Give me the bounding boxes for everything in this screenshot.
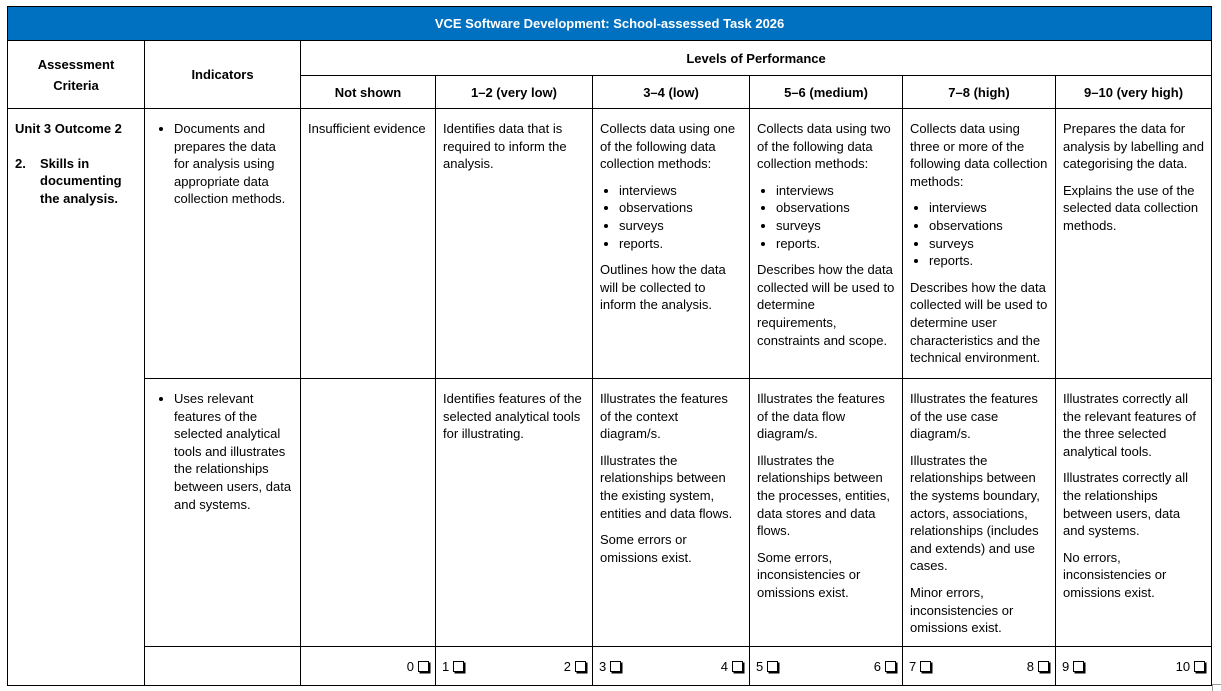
header-not-shown: Not shown	[301, 76, 436, 109]
criteria-cell	[8, 109, 145, 686]
list-item: • surveys	[776, 217, 895, 235]
rubric-table	[7, 6, 1212, 686]
row1-high-outro: Describes how the data collected will be used to determine user characteristics and the technical environment.	[910, 279, 1048, 366]
row2-high-p2: Illustrates the relationships between the systems boundary, actors, associations, relationships (includes and extends) and use cases.	[910, 452, 1040, 574]
header-medium: 5–6 (medium)	[750, 76, 903, 109]
row2-low-p2: Illustrates the relationships between the existing system, entities and data flows.	[600, 452, 733, 521]
rubric-sheet	[7, 6, 1211, 686]
header-levels-of-performance: Levels of Performance	[301, 41, 1212, 76]
row2-not-shown	[301, 379, 436, 647]
checkbox-icon[interactable]	[920, 661, 931, 672]
list-item: • observations	[929, 217, 1048, 235]
row1-low-outro: Outlines how the data will be collected to inform the analysis.	[600, 262, 726, 313]
score-cell-very-low	[436, 647, 593, 686]
header-indicators: Indicators	[145, 41, 301, 109]
row2-low-p1: Illustrates the features of the context diagram/s.	[600, 391, 728, 442]
header-low: 3–4 (low)	[593, 76, 750, 109]
score-option-5[interactable]: 5	[756, 659, 778, 674]
checkbox-icon[interactable]	[610, 661, 621, 672]
row2-very-low: Identifies features of the selected analytical tools for illustrating.	[436, 379, 593, 647]
row1-high	[903, 109, 1056, 379]
row2-very-high-p1: Illustrates correctly all the relevant features of the three selected analytical tools.	[1063, 391, 1196, 459]
checkbox-icon[interactable]	[767, 661, 778, 672]
score-option-4[interactable]: 4	[721, 659, 743, 674]
list-item: • interviews	[929, 199, 1048, 217]
indicator-2: • Uses relevant features of the selected analytical tools and illustrates the relationships between users, data and systems.	[174, 390, 293, 513]
score-cell-low	[593, 647, 750, 686]
criteria-outcome: Unit 3 Outcome 2	[15, 121, 122, 136]
table-title: VCE Software Development: School-assessed Task 2026	[8, 7, 1212, 41]
row2-high	[903, 379, 1056, 647]
score-option-0[interactable]: 0	[407, 659, 429, 674]
list-item: • observations	[619, 199, 742, 217]
row2-high-p3: Minor errors, inconsistencies or omissions exist.	[910, 584, 1014, 636]
criteria-name: Skills in documenting the analysis.	[40, 155, 122, 206]
row1-very-high	[1056, 109, 1212, 379]
score-option-8[interactable]: 8	[1027, 659, 1049, 674]
row1-very-low: Identifies data that is required to inform the analysis.	[436, 109, 593, 379]
row1-very-high-p2: Explains the use of the selected data collection methods.	[1063, 182, 1199, 233]
row1-medium-methods	[757, 182, 895, 252]
row2-medium-p3: Some errors, inconsistencies or omissions exist.	[757, 549, 861, 600]
row2-medium	[750, 379, 903, 647]
list-item: • interviews	[776, 182, 895, 200]
checkbox-icon[interactable]	[1038, 661, 1049, 672]
header-high: 7–8 (high)	[903, 76, 1056, 109]
row2-very-high-p2: Illustrates correctly all the relationships between users, data and systems.	[1063, 470, 1188, 539]
score-cell-very-high	[1056, 647, 1212, 686]
list-item: • reports.	[929, 252, 1048, 270]
row1-medium-outro: Describes how the data collected will be used to determine requirements, constraints and scope.	[757, 262, 895, 348]
checkbox-icon[interactable]	[453, 661, 464, 672]
checkbox-icon[interactable]	[885, 661, 896, 672]
row2-medium-p2: Illustrates the relationships between the processes, entities, data stores and data flows.	[757, 452, 890, 539]
row2-high-p1: Illustrates the features of the use case diagram/s.	[910, 391, 1038, 442]
row1-medium-intro: Collects data using two of the following data collection methods:	[757, 121, 891, 172]
checkbox-icon[interactable]	[732, 661, 743, 672]
row1-not-shown: Insufficient evidence	[301, 109, 436, 379]
score-cell-high	[903, 647, 1056, 686]
criteria-number: 2.	[15, 155, 26, 171]
header-very-high: 9–10 (very high)	[1056, 76, 1212, 109]
indicator-1: • Documents and prepares the data for analysis using appropriate data collection methods.	[174, 120, 293, 208]
list-item: • interviews	[619, 182, 742, 200]
row2-very-high	[1056, 379, 1212, 647]
row1-low	[593, 109, 750, 379]
row2-medium-p1: Illustrates the features of the data flow diagram/s.	[757, 391, 885, 442]
list-item: • surveys	[619, 217, 742, 235]
score-cell-not-shown	[301, 647, 436, 686]
score-option-1[interactable]: 1	[442, 659, 464, 674]
score-option-7[interactable]: 7	[909, 659, 931, 674]
checkbox-icon[interactable]	[1194, 661, 1205, 672]
indicator-cell-2	[145, 379, 301, 647]
checkbox-icon[interactable]	[575, 661, 586, 672]
list-item: • observations	[776, 199, 895, 217]
score-option-3[interactable]: 3	[599, 659, 621, 674]
score-option-9[interactable]: 9	[1062, 659, 1084, 674]
checkbox-icon[interactable]	[1073, 661, 1084, 672]
list-item: • reports.	[776, 235, 895, 253]
row2-very-high-p3: No errors, inconsistencies or omissions exist.	[1063, 549, 1167, 600]
header-very-low: 1–2 (very low)	[436, 76, 593, 109]
row1-low-intro: Collects data using one of the following data collection methods:	[600, 121, 736, 172]
score-option-2[interactable]: 2	[564, 659, 586, 674]
row2-low	[593, 379, 750, 647]
row1-low-methods	[600, 182, 742, 252]
score-cell-indicators	[145, 647, 301, 686]
checkbox-icon[interactable]	[418, 661, 429, 672]
row2-low-p3: Some errors or omissions exist.	[600, 532, 692, 565]
row1-high-methods	[910, 199, 1048, 269]
row1-high-intro: Collects data using three or more of the following data collection methods:	[910, 121, 1048, 189]
score-option-6[interactable]: 6	[874, 659, 896, 674]
indicator-cell-1	[145, 109, 301, 379]
header-assessment-criteria: Assessment Criteria	[8, 41, 145, 109]
list-item: • reports.	[619, 235, 742, 253]
list-item: • surveys	[929, 235, 1048, 253]
row1-medium	[750, 109, 903, 379]
score-option-10[interactable]: 10	[1176, 659, 1205, 674]
row1-very-high-p1: Prepares the data for analysis by labelling and categorising the data.	[1063, 121, 1204, 172]
score-cell-medium	[750, 647, 903, 686]
